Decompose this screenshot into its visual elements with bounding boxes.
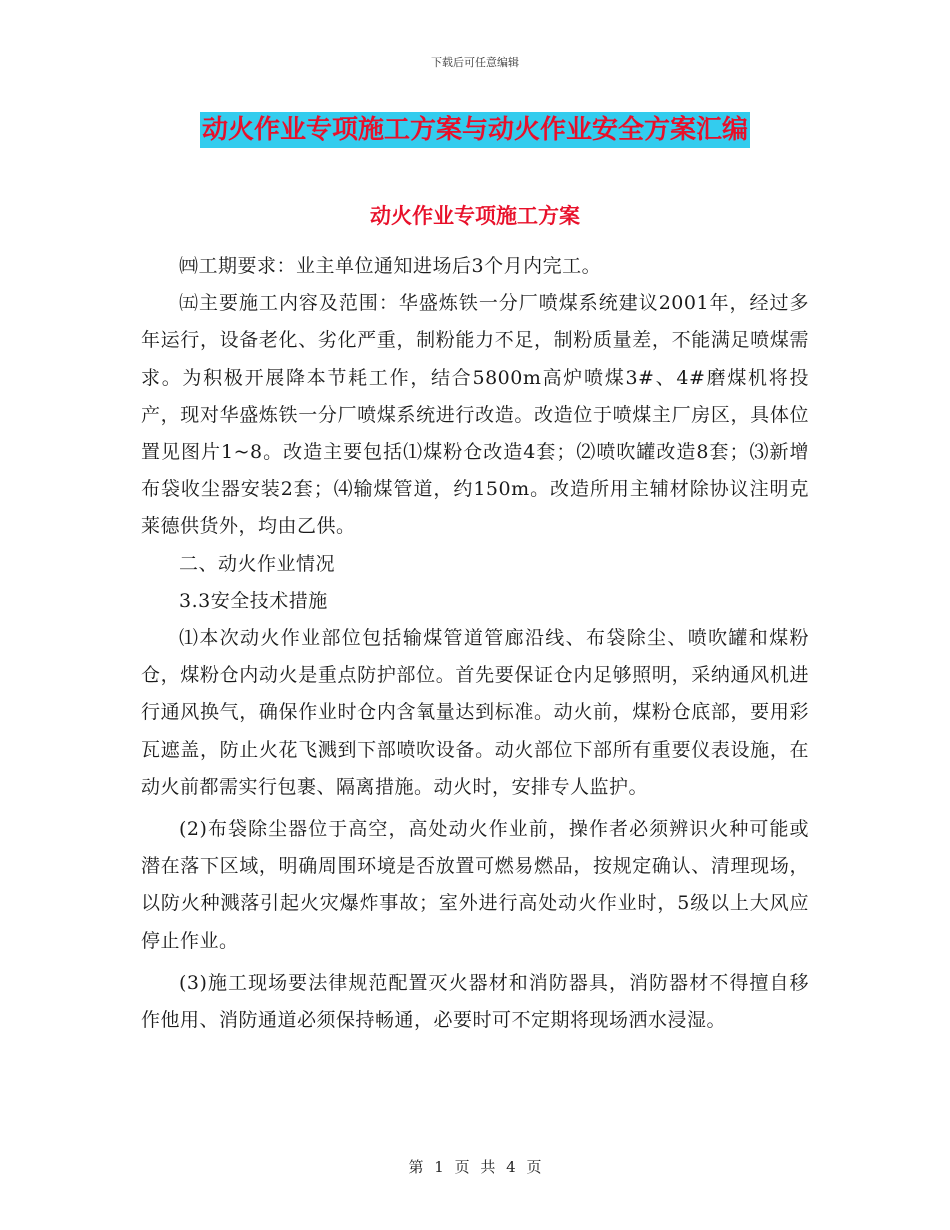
paragraph-measure-3: (3)施工现场要法律规范配置灭火器材和消防器具，消防器材不得擅自移作他用、消防通道必须保持畅通，必要时可不定期将现场洒水浸湿。	[141, 971, 809, 1032]
heading-hot-work: 二、动火作业情况	[179, 552, 336, 575]
paragraph-measure-2: (2)布袋除尘器位于高空，高处动火作业前，操作者必须辨识火种可能或潜在落下区域，明确周围环境是否放置可燃易燃品，按规定确认、清理现场，以防火种溅落引起火灾爆炸事故；室外进行高处动火作业时，5级以上大风应停止作业。	[141, 818, 809, 952]
paragraph-scope: ㈤主要施工内容及范围：华盛炼铁一分厂喷煤系统建议2001年，经过多年运行，设备老化、劣化严重，制粉能力不足，制粉质量差，不能满足喷煤需求。为积极开展降本节耗工作，结合5800m高炉喷煤3#、4#磨煤机将投产，现对华盛炼铁一分厂喷煤系统进行改造。改造位于喷煤主厂房区，具体位置见图片1~8。改造主要包括⑴煤粉仓改造4套；⑵喷吹罐改造8套；⑶新增布袋收尘器安装2套；⑷输煤管道，约150m。改造所用主辅材除协议注明克莱德供货外，均由乙供。	[141, 292, 809, 538]
paragraph-measure-1: ⑴本次动火作业部位包括输煤管道管廊沿线、布袋除尘、喷吹罐和煤粉仓，煤粉仓内动火是重点防护部位。首先要保证仓内足够照明，采纳通风机进行通风换气，确保作业时仓内含氧量达到标准。动火前，煤粉仓底部，要用彩瓦遮盖，防止火花飞溅到下部喷吹设备。动火部位下部所有重要仪表设施，在动火前都需实行包裹、隔离措施。动火时，安排专人监护。	[141, 627, 809, 798]
document-title: 动火作业专项施工方案与动火作业安全方案汇编	[200, 112, 750, 148]
heading-safety-measures: 3.3安全技术措施	[179, 589, 328, 612]
main-title-container	[0, 112, 950, 148]
section-title: 动火作业专项施工方案	[370, 204, 580, 228]
document-body	[141, 248, 809, 1039]
paragraph-schedule: ㈣工期要求：业主单位通知进场后3个月内完工。	[179, 255, 602, 277]
page-footer: 第 1 页 共 4 页	[408, 1158, 542, 1176]
header-note: 下载后可任意编辑	[431, 56, 519, 69]
